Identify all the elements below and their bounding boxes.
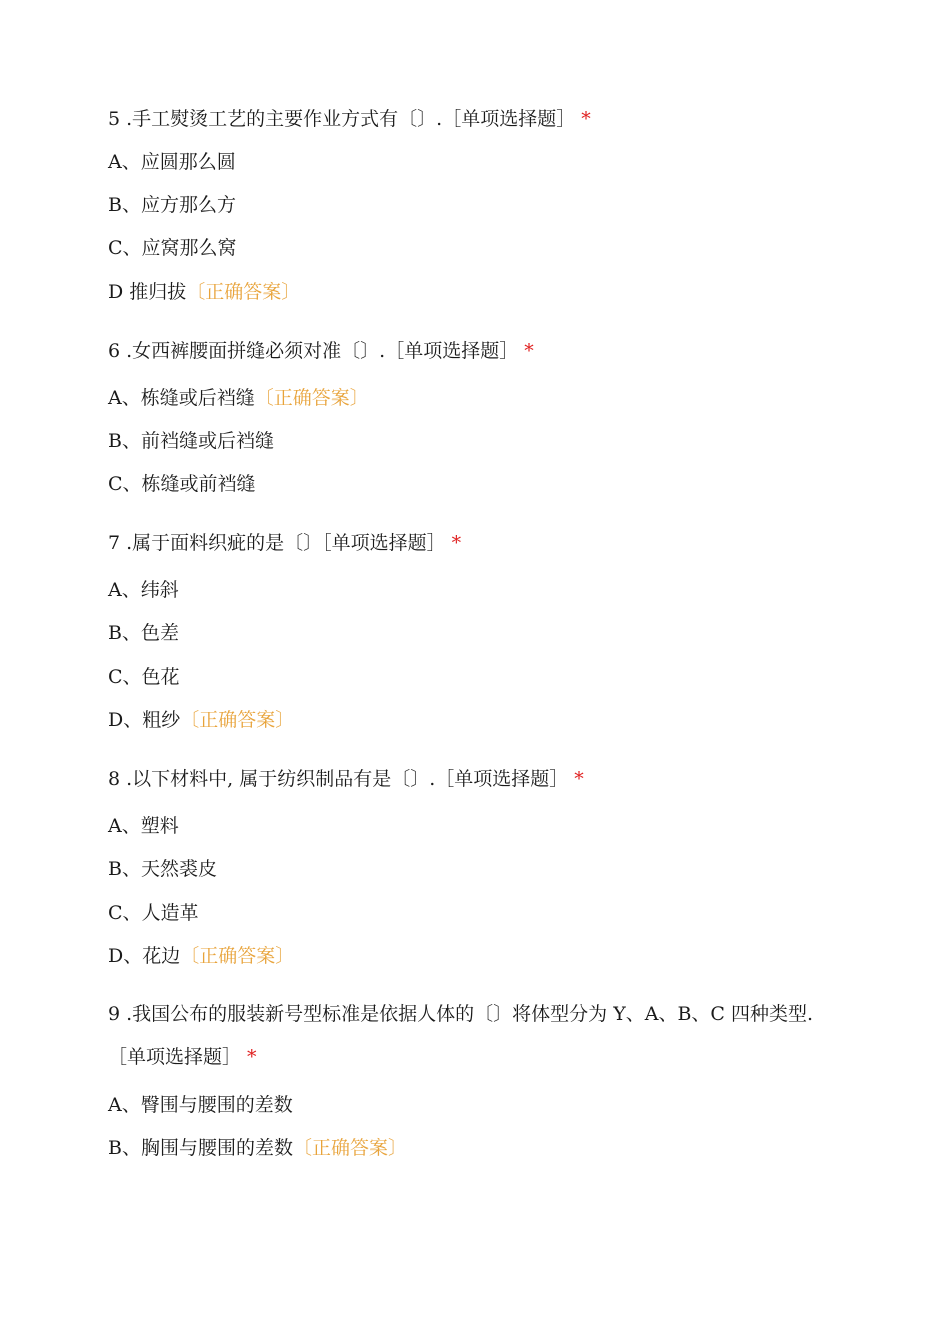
required-mark: * [451, 532, 462, 554]
question-7-title: 7 .属于面料织疵的是〔〕［单项选择题］ * [108, 532, 462, 554]
question-5-option-b[interactable]: B、应方那么方 [108, 194, 236, 216]
question-8-option-d[interactable]: D、花边〔正确答案〕 [108, 945, 295, 967]
question-5-option-c[interactable]: C、应窝那么窝 [108, 237, 237, 259]
correct-answer-tag: 〔正确答案〕 [254, 387, 369, 409]
required-mark: * [247, 1046, 257, 1068]
correct-answer-tag: 〔正确答案〕 [180, 709, 295, 731]
question-7-option-b[interactable]: B、色差 [108, 622, 179, 644]
question-9-title: 9 .我国公布的服装新号型标准是依据人体的〔〕将体型分为 Y、A、B、C 四种类型.［单项选择题］ * [108, 1003, 814, 1068]
question-5-option-a[interactable]: A、应圆那么圆 [108, 151, 236, 173]
question-8-option-a[interactable]: A、塑料 [108, 815, 179, 837]
question-6-title: 6 .女西裤腰面拼缝必须对准〔〕.［单项选择题］ * [108, 340, 534, 362]
question-6-option-a[interactable]: A、栋缝或后裆缝〔正确答案〕 [108, 387, 369, 409]
question-5-option-d[interactable]: D 推归拔〔正确答案〕 [108, 281, 301, 303]
question-7-option-d[interactable]: D、粗纱〔正确答案〕 [108, 709, 295, 731]
question-6-option-c[interactable]: C、栋缝或前裆缝 [108, 473, 256, 495]
correct-answer-tag: 〔正确答案〕 [292, 1137, 407, 1159]
required-mark: * [524, 340, 534, 362]
correct-answer-tag: 〔正确答案〕 [180, 945, 295, 967]
question-8-option-c[interactable]: C、人造革 [108, 902, 199, 924]
question-9-option-a[interactable]: A、臀围与腰围的差数 [108, 1094, 293, 1116]
required-mark: * [574, 768, 584, 790]
question-7-option-c[interactable]: C、色花 [108, 666, 180, 688]
question-8-title: 8 .以下材料中, 属于纺织制品有是〔〕.［单项选择题］ * [108, 768, 584, 790]
question-6-option-b[interactable]: B、前裆缝或后裆缝 [108, 430, 274, 452]
question-8-option-b[interactable]: B、天然裘皮 [108, 858, 217, 880]
question-9-option-b[interactable]: B、胸围与腰围的差数〔正确答案〕 [108, 1137, 407, 1159]
correct-answer-tag: 〔正确答案〕 [186, 281, 301, 303]
required-mark: * [581, 108, 591, 130]
question-5-title: 5 .手工熨烫工艺的主要作业方式有〔〕.［单项选择题］ * [108, 108, 591, 130]
question-7-option-a[interactable]: A、纬斜 [108, 579, 179, 601]
